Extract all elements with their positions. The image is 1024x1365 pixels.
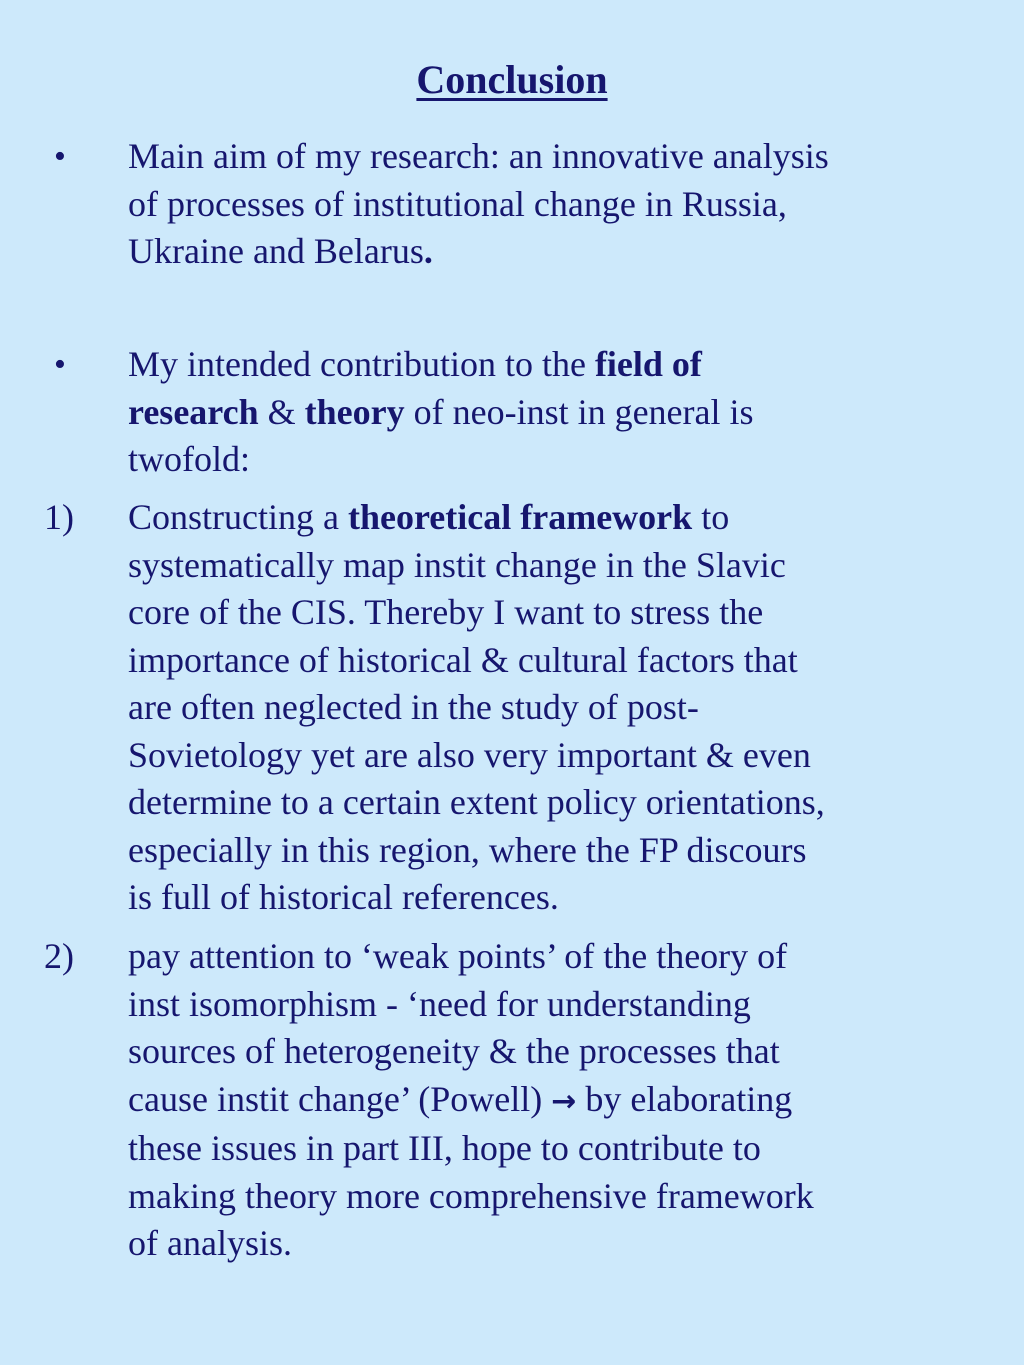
text-run: systematically map instit change in the Slavic [128, 544, 786, 585]
text-line [128, 779, 958, 827]
text-line [128, 133, 958, 181]
text-line [128, 494, 958, 542]
text-line [128, 1173, 958, 1221]
text-line [128, 181, 958, 229]
text-line [128, 542, 958, 590]
bold-text-run: . [423, 231, 433, 271]
bold-text-run: theoretical framework [347, 497, 693, 537]
text-run: cause instit change’ (Powell) [128, 1078, 552, 1119]
text-line [128, 1076, 958, 1126]
text-run: making theory more comprehensive framework [128, 1175, 814, 1216]
text-line [128, 1028, 958, 1076]
bold-text-run: theory [304, 391, 405, 432]
text-run: sources of heterogeneity & the processes that [128, 1031, 780, 1071]
text-line [128, 1125, 958, 1173]
numbered-text [128, 494, 958, 922]
text-line [128, 1220, 958, 1268]
text-run: core of the CIS. Thereby I want to stress the [128, 592, 764, 632]
text-run: of processes of institutional change in Russia, [128, 183, 787, 224]
text-run: these issues in part III, hope to contribute to [128, 1128, 761, 1168]
text-run: inst isomorphism - ‘need for understanding [128, 983, 751, 1024]
text-line [128, 436, 958, 484]
text-run: Sovietology yet are also very important & even [128, 734, 811, 775]
text-line [128, 981, 958, 1029]
text-run: determine to a certain extent policy orientations, [128, 782, 825, 822]
text-run: & [258, 391, 305, 432]
bold-text-run: field of [594, 344, 702, 384]
text-line [128, 827, 958, 875]
text-run: twofold: [128, 439, 250, 479]
text-line [128, 933, 958, 981]
text-run: are often neglected in the study of post- [128, 687, 699, 727]
text-run: Ukraine and Belarus [128, 231, 424, 271]
text-line [128, 341, 958, 389]
text-line [128, 389, 958, 437]
text-line [128, 732, 958, 780]
numbered-text [128, 933, 958, 1268]
bold-text-run: research [128, 391, 259, 432]
bullet-text [128, 341, 958, 484]
text-line [128, 684, 958, 732]
slide-title: Conclusion [416, 57, 608, 102]
text-line [128, 589, 958, 637]
bullet-text [128, 133, 958, 276]
text-line [128, 637, 958, 685]
text-run: by elaborating [576, 1078, 793, 1119]
text-run: to [692, 497, 730, 537]
text-run: Constructing a [128, 497, 348, 537]
text-run: of analysis. [128, 1223, 292, 1263]
text-run: Main aim of my research: an innovative analysis [128, 136, 829, 176]
arrow-right-icon: → [551, 1083, 577, 1119]
bullet-marker: • [54, 138, 66, 175]
number-marker: 1) [44, 497, 74, 537]
text-run: especially in this region, where the FP discours [128, 829, 807, 870]
text-run: My intended contribution to the [128, 344, 595, 384]
text-run: is full of historical references. [128, 877, 559, 917]
text-line [128, 228, 958, 276]
bullet-marker: • [54, 346, 66, 383]
number-marker: 2) [44, 936, 74, 976]
text-run: of neo-inst in general is [404, 391, 754, 432]
text-line [128, 874, 958, 922]
text-run: pay attention to ‘weak points’ of the theory of [128, 936, 788, 976]
text-run: importance of historical & cultural factors that [128, 639, 798, 680]
